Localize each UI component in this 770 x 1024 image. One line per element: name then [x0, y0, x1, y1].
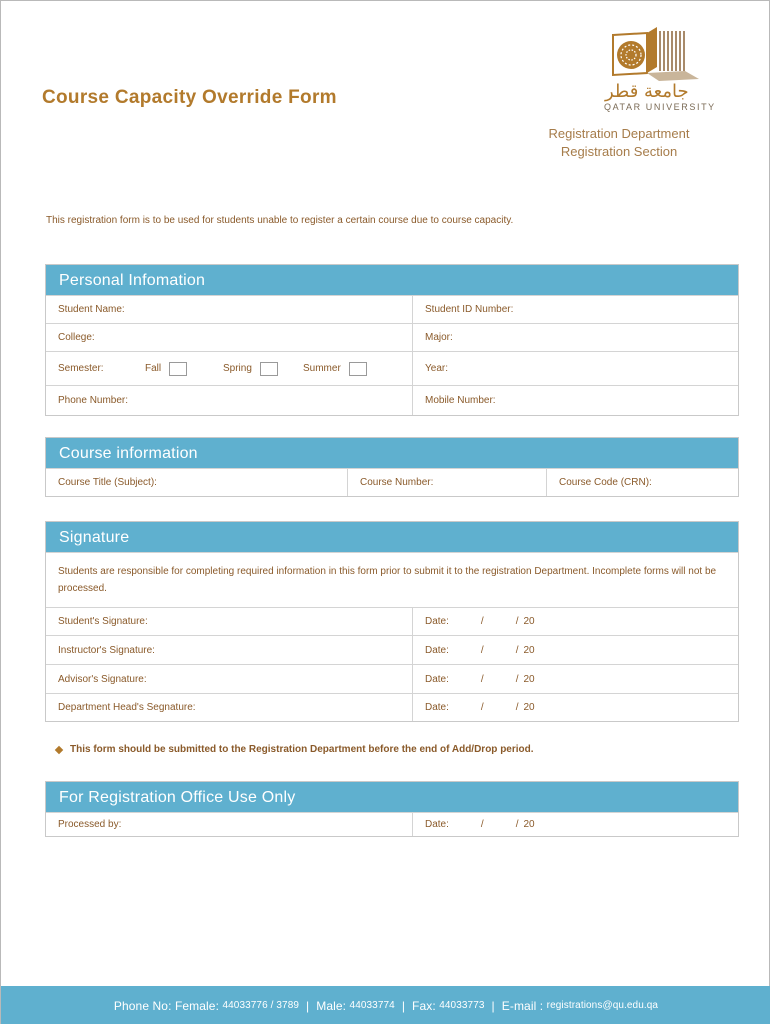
instructor-signature-field[interactable]	[46, 636, 412, 664]
fax-number: 44033773	[439, 1000, 485, 1011]
major-label: Major:	[425, 332, 453, 343]
separator: |	[401, 998, 406, 1013]
summer-checkbox[interactable]	[349, 362, 367, 376]
semester-label: Semester:	[58, 363, 104, 374]
date-year-prefix: 20	[523, 673, 535, 685]
mobile-number-label: Mobile Number:	[425, 395, 496, 406]
instructor-signature-label: Instructor's Signature:	[58, 644, 155, 656]
student-signature-date[interactable]	[412, 608, 738, 635]
semester-summer-option	[303, 362, 367, 376]
course-title-field[interactable]	[46, 469, 347, 496]
instructor-signature-date[interactable]	[412, 636, 738, 664]
date-slash: /	[480, 819, 484, 830]
phone-number-label: Phone Number:	[58, 395, 129, 406]
office-use-heading: For Registration Office Use Only	[46, 782, 738, 812]
course-title-label: Course Title (Subject):	[58, 477, 157, 488]
fax-label: Fax:	[412, 998, 436, 1013]
date-slash: /	[515, 644, 519, 656]
date-label: Date:	[425, 702, 449, 713]
table-row	[46, 812, 738, 836]
course-information-heading: Course information	[46, 438, 738, 468]
spring-label: Spring	[223, 363, 252, 374]
table-row	[46, 351, 738, 385]
form-title: Course Capacity Override Form	[42, 87, 337, 108]
date-year-prefix: 20	[523, 616, 535, 627]
student-signature-field[interactable]	[46, 608, 412, 635]
submission-notice	[56, 744, 534, 755]
year-label: Year:	[425, 363, 448, 374]
semester-field	[46, 352, 412, 385]
semester-fall-option	[145, 362, 223, 376]
date-year-prefix: 20	[523, 702, 535, 713]
table-row	[46, 295, 738, 323]
table-row	[46, 664, 738, 693]
mobile-number-field[interactable]	[412, 386, 738, 415]
signature-note	[46, 553, 738, 607]
student-id-label: Student ID Number:	[425, 304, 514, 315]
year-field[interactable]	[412, 352, 738, 385]
table-row	[46, 693, 738, 721]
section-name: Registration Section	[560, 144, 678, 159]
female-number: 44033776 / 3789	[222, 1000, 300, 1011]
student-name-label: Student Name:	[58, 304, 125, 315]
date-label: Date:	[425, 644, 449, 656]
processed-by-label: Processed by:	[58, 819, 122, 830]
table-row	[46, 635, 738, 664]
table-row	[46, 385, 738, 415]
course-code-field[interactable]	[546, 469, 738, 496]
summer-label: Summer	[303, 363, 341, 374]
table-row	[46, 468, 738, 496]
date-slash: /	[515, 702, 519, 713]
phone-label: Phone No:	[113, 998, 172, 1013]
student-id-field[interactable]	[412, 296, 738, 323]
email-link[interactable]: registrations@qu.edu.qa	[546, 1000, 659, 1011]
department-head-signature-label: Department Head's Segnature:	[58, 702, 196, 713]
date-slash: /	[515, 616, 519, 627]
advisor-signature-label: Advisor's Signature:	[58, 673, 147, 685]
date-slash: /	[515, 819, 519, 830]
processed-by-field[interactable]	[46, 813, 412, 836]
date-slash: /	[515, 673, 519, 685]
male-label: Male:	[316, 998, 347, 1013]
logo-english-text: QATAR UNIVERSITY	[604, 102, 716, 112]
office-use-section	[45, 781, 739, 837]
separator: |	[491, 998, 495, 1013]
contact-footer	[1, 986, 770, 1024]
college-label: College:	[58, 332, 95, 343]
major-field[interactable]	[412, 324, 738, 351]
date-slash: /	[480, 616, 484, 627]
course-code-label: Course Code (CRN):	[559, 477, 652, 488]
semester-spring-option	[223, 362, 303, 376]
course-number-field[interactable]	[347, 469, 546, 496]
signature-note-text: Students are responsible for completing required information in this form prior to submit it to the registration Department. Incomplete forms will not be processed.	[58, 566, 717, 594]
table-row	[46, 552, 738, 607]
college-field[interactable]	[46, 324, 412, 351]
date-slash: /	[480, 644, 484, 656]
personal-information-heading: Personal Infomation	[46, 265, 738, 295]
processed-date-field[interactable]	[412, 813, 738, 836]
male-number: 44033774	[349, 1000, 395, 1011]
spring-checkbox[interactable]	[260, 362, 278, 376]
date-slash: /	[480, 702, 484, 713]
logo-arabic-text: جامعة قطر	[605, 81, 689, 102]
course-number-label: Course Number:	[360, 477, 434, 488]
separator: |	[306, 998, 310, 1013]
signature-section	[45, 521, 739, 722]
submission-notice-text: This form should be submitted to the Registration Department before the end of Add/Drop period.	[70, 744, 534, 755]
date-year-prefix: 20	[523, 644, 535, 656]
department-name: Registration Department	[548, 126, 690, 141]
department-block	[509, 125, 729, 161]
course-information-section	[45, 437, 739, 497]
advisor-signature-field[interactable]	[46, 665, 412, 693]
date-year-prefix: 20	[523, 819, 535, 830]
date-label: Date:	[425, 819, 449, 830]
student-signature-label: Student's Signature:	[58, 616, 148, 627]
student-name-field[interactable]	[46, 296, 412, 323]
phone-number-field[interactable]	[46, 386, 412, 415]
advisor-signature-date[interactable]	[412, 665, 738, 693]
table-row	[46, 607, 738, 635]
email-label: E-mail :	[501, 998, 544, 1013]
bullet-diamond-icon	[55, 745, 63, 753]
fall-checkbox[interactable]	[169, 362, 187, 376]
date-label: Date:	[425, 616, 449, 627]
signature-heading: Signature	[46, 522, 738, 552]
table-row	[46, 323, 738, 351]
intro-text: This registration form is to be used for students unable to register a certain course due to course capacity.	[46, 215, 514, 226]
fall-label: Fall	[145, 363, 162, 374]
date-slash: /	[480, 673, 484, 685]
female-label: Female:	[174, 998, 220, 1013]
department-head-signature-date[interactable]	[412, 694, 738, 721]
date-label: Date:	[425, 673, 449, 685]
personal-information-section	[45, 264, 739, 416]
department-head-signature-field[interactable]	[46, 694, 412, 721]
